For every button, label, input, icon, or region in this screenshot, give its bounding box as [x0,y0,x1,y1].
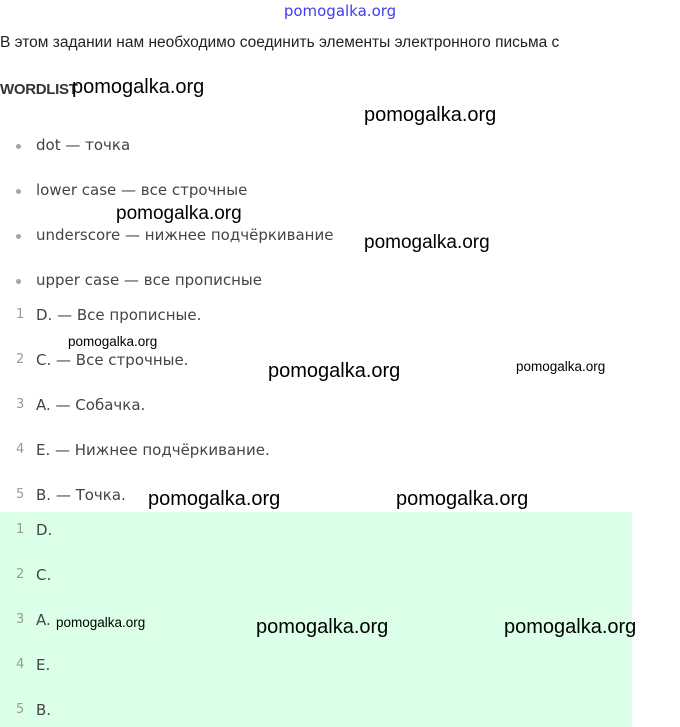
row-number: 2 [16,352,25,367]
row-number: 1 [16,522,25,537]
watermark: pomogalka.org [256,616,389,638]
match-text: E. — Нижнее подчёркивание. [36,441,270,459]
watermark: pomogalka.org [364,104,497,126]
watermark: pomogalka.org [56,615,146,630]
watermark: pomogalka.org [516,359,606,374]
row-number: 5 [16,487,25,502]
row-number: 1 [16,307,25,322]
match-text: C. — Все строчные. [36,351,189,369]
intro-text: В этом задании нам необходимо соединить элементы электронного письма с [0,34,560,51]
answer-text: B. [36,701,52,719]
top-watermark: pomogalka.org [283,2,397,20]
watermark: pomogalka.org [364,232,490,253]
bullet-icon [16,279,21,284]
row-number: 4 [16,442,25,457]
bullet-icon [16,189,21,194]
bullet-icon [16,144,21,149]
bullet-icon [16,234,21,239]
answer-text: A. [36,611,51,629]
watermark: pomogalka.org [268,360,401,382]
match-text: B. — Точка. [36,486,126,504]
row-number: 3 [16,397,25,412]
watermark: pomogalka.org [72,76,205,98]
watermark: pomogalka.org [396,488,529,510]
row-number: 2 [16,567,25,582]
answer-text: D. [36,521,53,539]
watermark: pomogalka.org [504,616,637,638]
row-number: 5 [16,702,25,717]
watermark: pomogalka.org [148,488,281,510]
match-text: D. — Все прописные. [36,306,202,324]
answer-text: C. [36,566,52,584]
wordlist-title: WORDLIST [0,81,78,98]
watermark: pomogalka.org [68,334,158,349]
match-text: A. — Собачка. [36,396,146,414]
row-number: 4 [16,657,25,672]
row-number: 3 [16,612,25,627]
watermark: pomogalka.org [116,203,242,224]
answer-text: E. [36,656,51,674]
